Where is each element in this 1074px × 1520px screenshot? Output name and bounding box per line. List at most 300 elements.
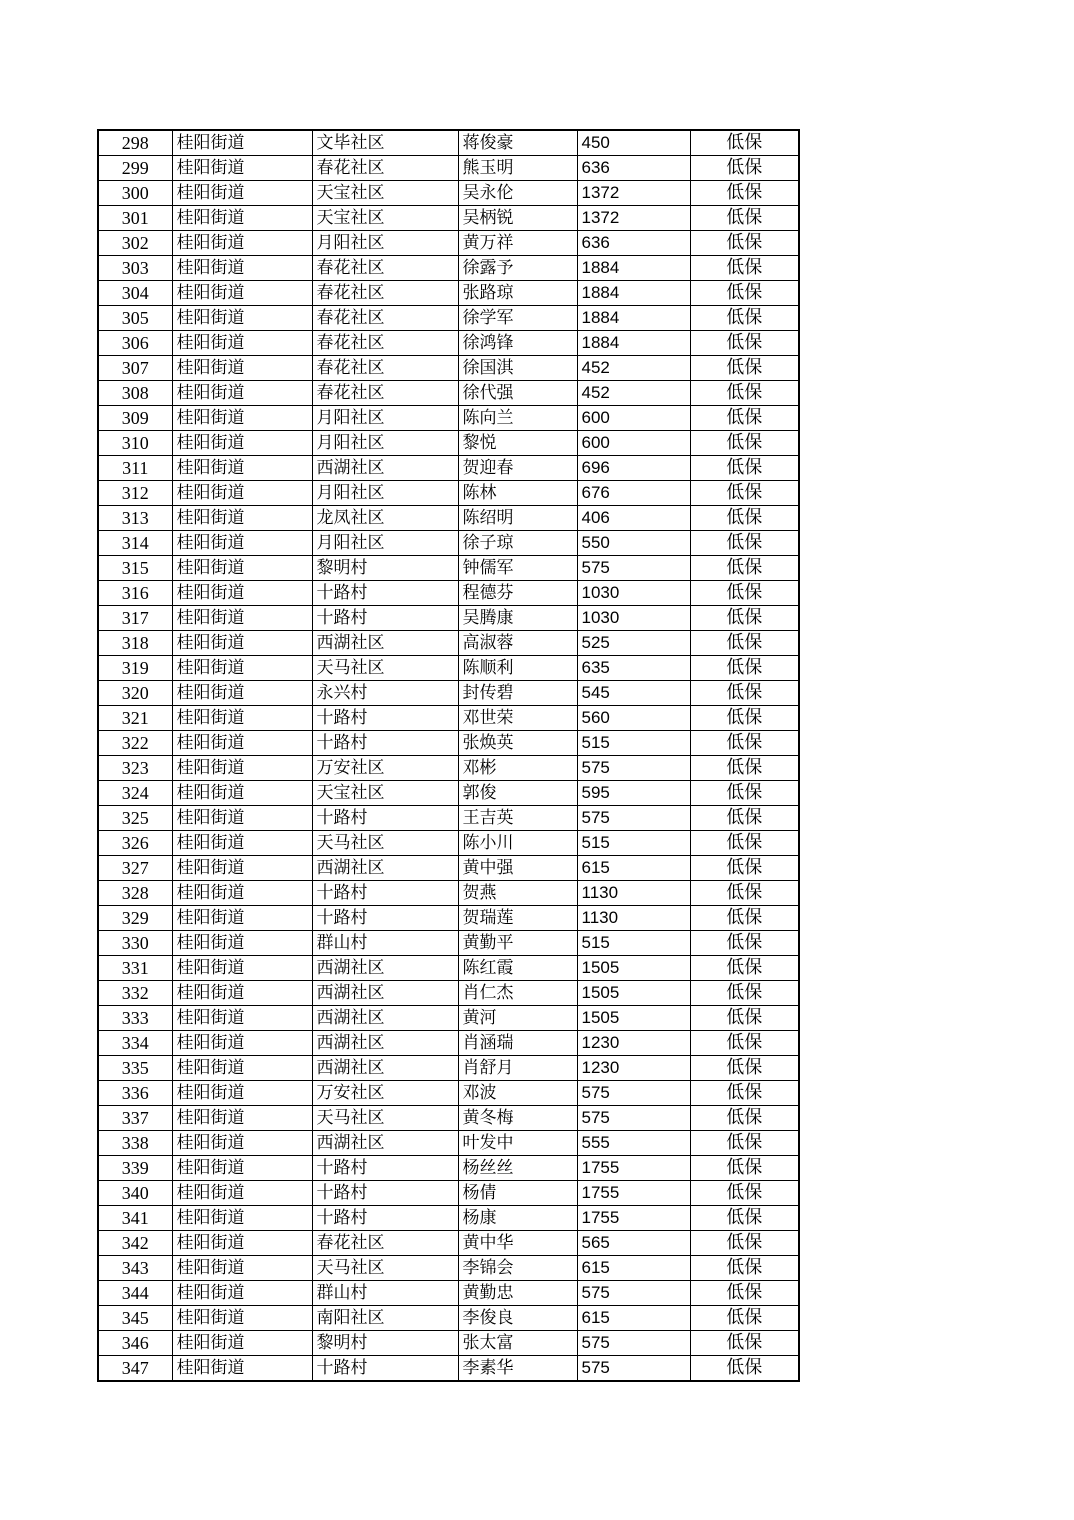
amount-cell: 1030 [577, 606, 690, 631]
row-number-cell: 299 [98, 156, 172, 181]
row-number-cell: 312 [98, 481, 172, 506]
street-cell: 桂阳街道 [172, 156, 312, 181]
street-cell: 桂阳街道 [172, 1281, 312, 1306]
row-number-cell: 331 [98, 956, 172, 981]
amount-cell: 452 [577, 356, 690, 381]
assistance-type-cell: 低保 [690, 1006, 799, 1031]
community-cell: 十路村 [312, 881, 458, 906]
street-cell: 桂阳街道 [172, 1031, 312, 1056]
street-cell: 桂阳街道 [172, 806, 312, 831]
street-cell: 桂阳街道 [172, 606, 312, 631]
person-name-cell: 陈小川 [458, 831, 577, 856]
amount-cell: 450 [577, 130, 690, 156]
amount-cell: 525 [577, 631, 690, 656]
community-cell: 西湖社区 [312, 956, 458, 981]
community-cell: 春花社区 [312, 156, 458, 181]
table-row [98, 606, 799, 631]
community-cell: 天马社区 [312, 831, 458, 856]
community-cell: 西湖社区 [312, 1131, 458, 1156]
table-row [98, 1006, 799, 1031]
street-cell: 桂阳街道 [172, 1331, 312, 1356]
table-row [98, 981, 799, 1006]
street-cell: 桂阳街道 [172, 681, 312, 706]
person-name-cell: 熊玉明 [458, 156, 577, 181]
table-row [98, 1106, 799, 1131]
table-row [98, 130, 799, 156]
person-name-cell: 杨倩 [458, 1181, 577, 1206]
table-row [98, 431, 799, 456]
table-row [98, 1206, 799, 1231]
table-row [98, 356, 799, 381]
street-cell: 桂阳街道 [172, 306, 312, 331]
street-cell: 桂阳街道 [172, 956, 312, 981]
person-name-cell: 黄冬梅 [458, 1106, 577, 1131]
assistance-type-cell: 低保 [690, 1106, 799, 1131]
amount-cell: 615 [577, 856, 690, 881]
table-row [98, 581, 799, 606]
table-row [98, 631, 799, 656]
amount-cell: 1884 [577, 256, 690, 281]
table-body [98, 130, 799, 1381]
person-name-cell: 吴永伦 [458, 181, 577, 206]
row-number-cell: 319 [98, 656, 172, 681]
community-cell: 黎明村 [312, 556, 458, 581]
community-cell: 永兴村 [312, 681, 458, 706]
assistance-type-cell: 低保 [690, 631, 799, 656]
amount-cell: 1230 [577, 1031, 690, 1056]
community-cell: 万安社区 [312, 756, 458, 781]
table-row [98, 206, 799, 231]
person-name-cell: 徐国淇 [458, 356, 577, 381]
table-row [98, 781, 799, 806]
assistance-type-cell: 低保 [690, 1081, 799, 1106]
data-table [97, 129, 800, 1382]
street-cell: 桂阳街道 [172, 1131, 312, 1156]
amount-cell: 1884 [577, 306, 690, 331]
assistance-type-cell: 低保 [690, 681, 799, 706]
person-name-cell: 钟儒军 [458, 556, 577, 581]
person-name-cell: 吴柄锐 [458, 206, 577, 231]
community-cell: 西湖社区 [312, 1056, 458, 1081]
street-cell: 桂阳街道 [172, 406, 312, 431]
assistance-type-cell: 低保 [690, 481, 799, 506]
assistance-type-cell: 低保 [690, 1131, 799, 1156]
community-cell: 十路村 [312, 806, 458, 831]
assistance-type-cell: 低保 [690, 506, 799, 531]
table-row [98, 181, 799, 206]
community-cell: 西湖社区 [312, 1006, 458, 1031]
amount-cell: 676 [577, 481, 690, 506]
amount-cell: 565 [577, 1231, 690, 1256]
table-row [98, 831, 799, 856]
street-cell: 桂阳街道 [172, 506, 312, 531]
table-row [98, 256, 799, 281]
table-row [98, 881, 799, 906]
person-name-cell: 贺瑞莲 [458, 906, 577, 931]
person-name-cell: 张焕英 [458, 731, 577, 756]
amount-cell: 515 [577, 831, 690, 856]
person-name-cell: 黄勤平 [458, 931, 577, 956]
street-cell: 桂阳街道 [172, 281, 312, 306]
amount-cell: 1130 [577, 881, 690, 906]
person-name-cell: 张路琼 [458, 281, 577, 306]
community-cell: 南阳社区 [312, 1306, 458, 1331]
row-number-cell: 302 [98, 231, 172, 256]
street-cell: 桂阳街道 [172, 231, 312, 256]
amount-cell: 1505 [577, 956, 690, 981]
row-number-cell: 325 [98, 806, 172, 831]
street-cell: 桂阳街道 [172, 256, 312, 281]
row-number-cell: 304 [98, 281, 172, 306]
person-name-cell: 张太富 [458, 1331, 577, 1356]
community-cell: 西湖社区 [312, 981, 458, 1006]
assistance-type-cell: 低保 [690, 181, 799, 206]
street-cell: 桂阳街道 [172, 1106, 312, 1131]
table-row [98, 531, 799, 556]
community-cell: 十路村 [312, 1206, 458, 1231]
assistance-type-cell: 低保 [690, 931, 799, 956]
assistance-type-cell: 低保 [690, 456, 799, 481]
assistance-type-cell: 低保 [690, 281, 799, 306]
community-cell: 文毕社区 [312, 130, 458, 156]
table-row [98, 406, 799, 431]
street-cell: 桂阳街道 [172, 931, 312, 956]
assistance-type-cell: 低保 [690, 431, 799, 456]
community-cell: 月阳社区 [312, 431, 458, 456]
row-number-cell: 344 [98, 1281, 172, 1306]
row-number-cell: 333 [98, 1006, 172, 1031]
community-cell: 西湖社区 [312, 856, 458, 881]
street-cell: 桂阳街道 [172, 906, 312, 931]
amount-cell: 575 [577, 756, 690, 781]
person-name-cell: 黎悦 [458, 431, 577, 456]
amount-cell: 1884 [577, 281, 690, 306]
community-cell: 月阳社区 [312, 481, 458, 506]
assistance-type-cell: 低保 [690, 1356, 799, 1382]
community-cell: 十路村 [312, 706, 458, 731]
table-row [98, 381, 799, 406]
community-cell: 天宝社区 [312, 781, 458, 806]
amount-cell: 1230 [577, 1056, 690, 1081]
assistance-type-cell: 低保 [690, 1231, 799, 1256]
table-row [98, 1231, 799, 1256]
amount-cell: 575 [577, 1106, 690, 1131]
assistance-type-cell: 低保 [690, 356, 799, 381]
table-row [98, 156, 799, 181]
amount-cell: 452 [577, 381, 690, 406]
street-cell: 桂阳街道 [172, 856, 312, 881]
amount-cell: 575 [577, 556, 690, 581]
table-row [98, 456, 799, 481]
street-cell: 桂阳街道 [172, 981, 312, 1006]
street-cell: 桂阳街道 [172, 206, 312, 231]
assistance-type-cell: 低保 [690, 256, 799, 281]
assistance-type-cell: 低保 [690, 831, 799, 856]
person-name-cell: 贺燕 [458, 881, 577, 906]
community-cell: 春花社区 [312, 381, 458, 406]
amount-cell: 615 [577, 1306, 690, 1331]
street-cell: 桂阳街道 [172, 1256, 312, 1281]
street-cell: 桂阳街道 [172, 631, 312, 656]
street-cell: 桂阳街道 [172, 1356, 312, 1382]
table-row [98, 1131, 799, 1156]
person-name-cell: 叶发中 [458, 1131, 577, 1156]
community-cell: 龙凤社区 [312, 506, 458, 531]
person-name-cell: 黄中华 [458, 1231, 577, 1256]
row-number-cell: 341 [98, 1206, 172, 1231]
assistance-type-cell: 低保 [690, 756, 799, 781]
amount-cell: 406 [577, 506, 690, 531]
amount-cell: 636 [577, 156, 690, 181]
person-name-cell: 王吉英 [458, 806, 577, 831]
person-name-cell: 徐鸿锋 [458, 331, 577, 356]
amount-cell: 696 [577, 456, 690, 481]
table-row [98, 1356, 799, 1382]
row-number-cell: 323 [98, 756, 172, 781]
community-cell: 群山村 [312, 931, 458, 956]
community-cell: 月阳社区 [312, 406, 458, 431]
assistance-type-cell: 低保 [690, 781, 799, 806]
community-cell: 十路村 [312, 1156, 458, 1181]
street-cell: 桂阳街道 [172, 1081, 312, 1106]
person-name-cell: 蒋俊豪 [458, 130, 577, 156]
table-row [98, 1056, 799, 1081]
row-number-cell: 305 [98, 306, 172, 331]
assistance-type-cell: 低保 [690, 1056, 799, 1081]
person-name-cell: 陈绍明 [458, 506, 577, 531]
assistance-type-cell: 低保 [690, 556, 799, 581]
person-name-cell: 陈顺利 [458, 656, 577, 681]
community-cell: 春花社区 [312, 306, 458, 331]
amount-cell: 1505 [577, 981, 690, 1006]
table-row [98, 656, 799, 681]
person-name-cell: 李锦会 [458, 1256, 577, 1281]
street-cell: 桂阳街道 [172, 706, 312, 731]
amount-cell: 595 [577, 781, 690, 806]
street-cell: 桂阳街道 [172, 1156, 312, 1181]
person-name-cell: 黄勤忠 [458, 1281, 577, 1306]
assistance-type-cell: 低保 [690, 706, 799, 731]
street-cell: 桂阳街道 [172, 831, 312, 856]
row-number-cell: 339 [98, 1156, 172, 1181]
amount-cell: 560 [577, 706, 690, 731]
person-name-cell: 徐子琼 [458, 531, 577, 556]
assistance-type-cell: 低保 [690, 606, 799, 631]
amount-cell: 1755 [577, 1206, 690, 1231]
amount-cell: 600 [577, 431, 690, 456]
street-cell: 桂阳街道 [172, 181, 312, 206]
community-cell: 万安社区 [312, 1081, 458, 1106]
table-row [98, 1331, 799, 1356]
row-number-cell: 316 [98, 581, 172, 606]
street-cell: 桂阳街道 [172, 481, 312, 506]
table-row [98, 1081, 799, 1106]
street-cell: 桂阳街道 [172, 130, 312, 156]
assistance-type-cell: 低保 [690, 156, 799, 181]
person-name-cell: 陈向兰 [458, 406, 577, 431]
amount-cell: 575 [577, 1281, 690, 1306]
person-name-cell: 封传碧 [458, 681, 577, 706]
row-number-cell: 313 [98, 506, 172, 531]
row-number-cell: 347 [98, 1356, 172, 1382]
person-name-cell: 高淑蓉 [458, 631, 577, 656]
table-row [98, 1306, 799, 1331]
assistance-type-cell: 低保 [690, 731, 799, 756]
amount-cell: 575 [577, 1081, 690, 1106]
row-number-cell: 308 [98, 381, 172, 406]
community-cell: 天马社区 [312, 1106, 458, 1131]
street-cell: 桂阳街道 [172, 1306, 312, 1331]
row-number-cell: 301 [98, 206, 172, 231]
community-cell: 十路村 [312, 581, 458, 606]
assistance-type-cell: 低保 [690, 331, 799, 356]
street-cell: 桂阳街道 [172, 331, 312, 356]
assistance-type-cell: 低保 [690, 1031, 799, 1056]
community-cell: 春花社区 [312, 356, 458, 381]
row-number-cell: 328 [98, 881, 172, 906]
street-cell: 桂阳街道 [172, 1206, 312, 1231]
row-number-cell: 342 [98, 1231, 172, 1256]
person-name-cell: 杨康 [458, 1206, 577, 1231]
assistance-type-cell: 低保 [690, 581, 799, 606]
community-cell: 群山村 [312, 1281, 458, 1306]
person-name-cell: 李素华 [458, 1356, 577, 1382]
community-cell: 月阳社区 [312, 531, 458, 556]
street-cell: 桂阳街道 [172, 456, 312, 481]
person-name-cell: 肖仁杰 [458, 981, 577, 1006]
street-cell: 桂阳街道 [172, 731, 312, 756]
assistance-type-cell: 低保 [690, 1281, 799, 1306]
table-row [98, 1256, 799, 1281]
assistance-type-cell: 低保 [690, 206, 799, 231]
person-name-cell: 徐学军 [458, 306, 577, 331]
person-name-cell: 邓世荣 [458, 706, 577, 731]
row-number-cell: 320 [98, 681, 172, 706]
street-cell: 桂阳街道 [172, 656, 312, 681]
assistance-type-cell: 低保 [690, 881, 799, 906]
community-cell: 十路村 [312, 1181, 458, 1206]
street-cell: 桂阳街道 [172, 1181, 312, 1206]
person-name-cell: 郭俊 [458, 781, 577, 806]
community-cell: 西湖社区 [312, 1031, 458, 1056]
row-number-cell: 336 [98, 1081, 172, 1106]
row-number-cell: 303 [98, 256, 172, 281]
row-number-cell: 343 [98, 1256, 172, 1281]
person-name-cell: 陈林 [458, 481, 577, 506]
row-number-cell: 335 [98, 1056, 172, 1081]
assistance-type-cell: 低保 [690, 130, 799, 156]
assistance-type-cell: 低保 [690, 956, 799, 981]
community-cell: 十路村 [312, 906, 458, 931]
table-row [98, 556, 799, 581]
table-row [98, 331, 799, 356]
street-cell: 桂阳街道 [172, 781, 312, 806]
assistance-type-cell: 低保 [690, 1331, 799, 1356]
row-number-cell: 309 [98, 406, 172, 431]
row-number-cell: 318 [98, 631, 172, 656]
table-row [98, 306, 799, 331]
street-cell: 桂阳街道 [172, 1006, 312, 1031]
table-row [98, 806, 799, 831]
assistance-type-cell: 低保 [690, 806, 799, 831]
row-number-cell: 346 [98, 1331, 172, 1356]
table-row [98, 731, 799, 756]
amount-cell: 545 [577, 681, 690, 706]
amount-cell: 575 [577, 806, 690, 831]
table-row [98, 956, 799, 981]
row-number-cell: 329 [98, 906, 172, 931]
amount-cell: 1755 [577, 1181, 690, 1206]
assistance-type-cell: 低保 [690, 1181, 799, 1206]
amount-cell: 515 [577, 931, 690, 956]
amount-cell: 1755 [577, 1156, 690, 1181]
table-row [98, 681, 799, 706]
amount-cell: 515 [577, 731, 690, 756]
row-number-cell: 334 [98, 1031, 172, 1056]
community-cell: 十路村 [312, 1356, 458, 1382]
row-number-cell: 345 [98, 1306, 172, 1331]
person-name-cell: 黄中强 [458, 856, 577, 881]
amount-cell: 1030 [577, 581, 690, 606]
amount-cell: 636 [577, 231, 690, 256]
assistance-type-cell: 低保 [690, 906, 799, 931]
assistance-type-cell: 低保 [690, 306, 799, 331]
table-row [98, 231, 799, 256]
table-row [98, 1031, 799, 1056]
person-name-cell: 肖涵瑞 [458, 1031, 577, 1056]
community-cell: 天马社区 [312, 656, 458, 681]
table-row [98, 1281, 799, 1306]
row-number-cell: 326 [98, 831, 172, 856]
table-row [98, 481, 799, 506]
assistance-type-cell: 低保 [690, 381, 799, 406]
community-cell: 天宝社区 [312, 181, 458, 206]
amount-cell: 635 [577, 656, 690, 681]
amount-cell: 600 [577, 406, 690, 431]
person-name-cell: 徐露予 [458, 256, 577, 281]
row-number-cell: 327 [98, 856, 172, 881]
table-row [98, 281, 799, 306]
table-row [98, 856, 799, 881]
amount-cell: 575 [577, 1356, 690, 1382]
row-number-cell: 315 [98, 556, 172, 581]
assistance-type-cell: 低保 [690, 1256, 799, 1281]
assistance-type-cell: 低保 [690, 231, 799, 256]
amount-cell: 550 [577, 531, 690, 556]
row-number-cell: 322 [98, 731, 172, 756]
person-name-cell: 黄河 [458, 1006, 577, 1031]
person-name-cell: 陈红霞 [458, 956, 577, 981]
row-number-cell: 307 [98, 356, 172, 381]
street-cell: 桂阳街道 [172, 756, 312, 781]
community-cell: 春花社区 [312, 331, 458, 356]
assistance-type-cell: 低保 [690, 1156, 799, 1181]
community-cell: 黎明村 [312, 1331, 458, 1356]
assistance-type-cell: 低保 [690, 981, 799, 1006]
community-cell: 春花社区 [312, 281, 458, 306]
person-name-cell: 邓彬 [458, 756, 577, 781]
row-number-cell: 321 [98, 706, 172, 731]
person-name-cell: 邓波 [458, 1081, 577, 1106]
person-name-cell: 杨丝丝 [458, 1156, 577, 1181]
community-cell: 天马社区 [312, 1256, 458, 1281]
amount-cell: 1372 [577, 181, 690, 206]
assistance-type-cell: 低保 [690, 856, 799, 881]
table-row [98, 706, 799, 731]
amount-cell: 1372 [577, 206, 690, 231]
street-cell: 桂阳街道 [172, 556, 312, 581]
community-cell: 月阳社区 [312, 231, 458, 256]
